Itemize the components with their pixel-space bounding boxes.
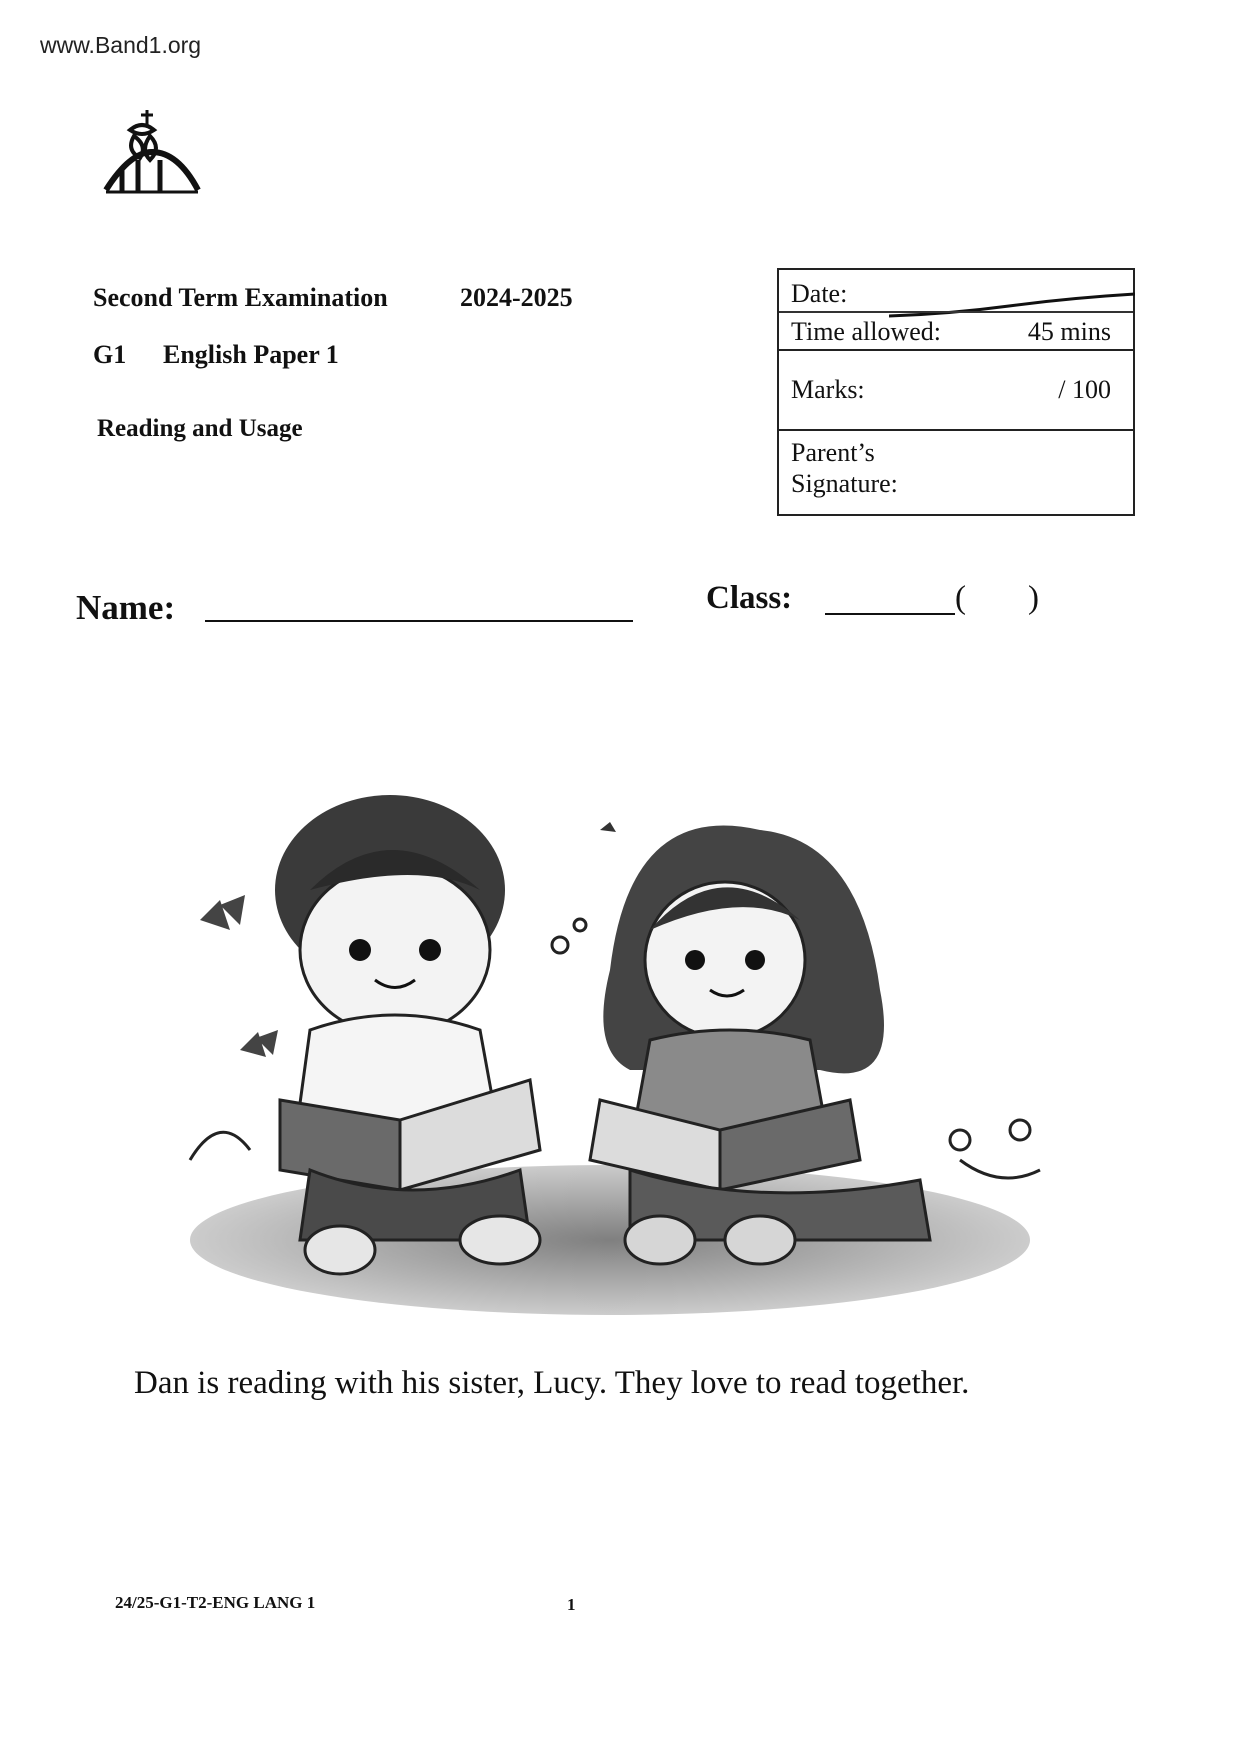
school-logo-icon [100,108,204,198]
class-number-close: ) [1028,580,1039,616]
date-label: Date: [791,279,848,308]
exam-info-box [777,268,1135,516]
section-title: Reading and Usage [97,415,303,442]
footer-code: 24/25-G1-T2-ENG LANG 1 [115,1593,316,1612]
time-allowed-value: 45 mins [1027,317,1111,346]
parent-signature-label: Parent’s Signature: [791,438,898,498]
time-allowed-label: Time allowed: [791,317,941,346]
marks-row [779,351,1133,431]
illustration-caption: Dan is reading with his sister, Lucy. They love to read together. [134,1365,970,1401]
paper-title: English Paper 1 [163,340,339,369]
class-field[interactable] [825,613,955,615]
page-number: 1 [567,1595,576,1614]
marks-value: / 100 [1058,375,1111,404]
watermark-url: www.Band1.org [40,32,202,58]
exam-title: Second Term Examination [93,283,388,312]
exam-year: 2024-2025 [460,283,573,312]
class-number-open: ( [955,580,966,616]
parent-signature-row [779,431,1133,516]
date-row [779,270,1133,311]
name-label: Name: [76,588,176,627]
name-field[interactable] [205,620,633,622]
time-allowed-row [779,311,1133,351]
children-reading-illustration-icon [160,770,1060,1340]
marks-label: Marks: [791,375,865,404]
class-label: Class: [706,580,793,616]
grade-label: G1 [93,340,127,369]
